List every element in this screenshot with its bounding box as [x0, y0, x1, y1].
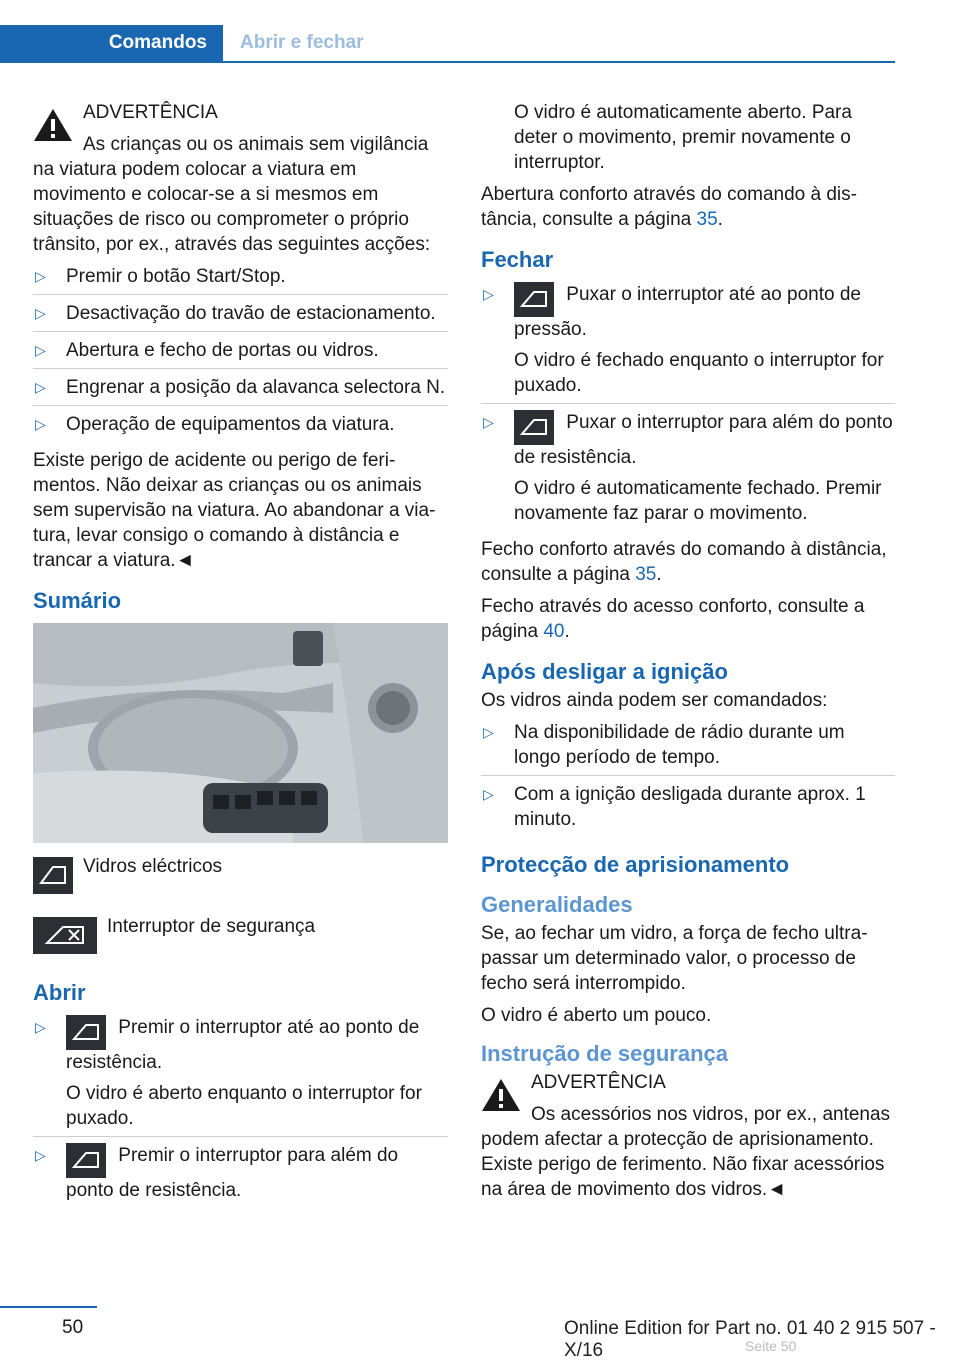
general-text: Se, ao fechar um vidro, a força de fecho ultrapassar um determinado valor, o processo de fecho será interrompido. [481, 923, 868, 994]
window-switch-icon [66, 1143, 106, 1178]
tab-abrir-e-fechar[interactable]: Abrir e fechar [240, 32, 364, 53]
page-link[interactable]: 35 [635, 564, 657, 585]
triangle-bullet-icon: ▷ [35, 342, 46, 358]
triangle-bullet-icon: ▷ [483, 786, 494, 802]
comfort-open-text: Abertura conforto através do comando à distância, consulte a página 35. [481, 184, 857, 230]
watermark: Seite 50 [745, 1338, 797, 1354]
tab-comandos[interactable]: Comandos [0, 25, 223, 61]
page-number: 50 [62, 1317, 84, 1338]
warning-title: ADVERTÊNCIA [531, 1072, 666, 1093]
list-item: ▷ Com a ignição desligada durante aprox. 1 minuto. [483, 784, 866, 830]
page-link[interactable]: 35 [696, 209, 718, 230]
warning-icon [33, 108, 73, 142]
triangle-bullet-icon: ▷ [35, 305, 46, 321]
warning-icon [481, 1078, 521, 1112]
heading-fechar: Fechar [481, 247, 554, 272]
footer-edition: Online Edition for Part no. 01 40 2 915 507 - X/16 [564, 1318, 936, 1361]
list-item: ▷ Desactivação do travão de estacionamento. [33, 301, 448, 332]
header-tabbar [0, 25, 895, 63]
list-item: ▷ Premir o interruptor até ao ponto de resistência. O vidro é aberto enquanto o interruptor for puxado. [33, 1015, 448, 1137]
page-link[interactable]: 40 [543, 621, 565, 642]
warning-text: As crianças ou os animais sem vigilância na viatura podem colocar a viatura em movimento e colocar-se a si mesmos em situações de risco ou comprometer o próprio trânsito, por ex., através das seguintes acções: [33, 134, 431, 255]
footer-rule [0, 1306, 97, 1308]
legend-label: Interruptor de segurança [107, 916, 316, 937]
heading-protection: Protecção de aprisionamento [481, 852, 790, 877]
legend-window-switch [33, 857, 448, 905]
warning-text: Os acessórios nos vidros, por ex., antenas podem afectar a protecção de aprisionamento. Existe perigo de ferimento. Não fixar acessórios na área de movimento dos vidros.◄ [481, 1104, 891, 1200]
triangle-bullet-icon: ▷ [35, 1019, 46, 1035]
triangle-bullet-icon: ▷ [35, 379, 46, 395]
window-switch-icon [33, 857, 73, 894]
list-item: ▷ Puxar o interruptor até ao ponto de pressão. O vidro é fechado enquanto o interruptor for puxado. [481, 282, 895, 404]
triangle-bullet-icon: ▷ [35, 268, 46, 284]
triangle-bullet-icon: ▷ [483, 724, 494, 740]
left-column [33, 100, 448, 1214]
triangle-bullet-icon: ▷ [35, 1147, 46, 1163]
safety-switch-icon [33, 917, 97, 954]
triangle-bullet-icon: ▷ [35, 416, 46, 432]
door-panel-photo [33, 623, 448, 843]
list-item: ▷ Operação de equipamentos da viatura. [35, 414, 395, 435]
legend-label: Vidros eléctricos [83, 856, 223, 877]
comfort-access-text: Fecho através do acesso conforto, consulte a página 40. [481, 596, 865, 642]
heading-safety: Instrução de segurança [481, 1041, 728, 1066]
open-continued: O vidro é automaticamente aberto. Para deter o movimento, premir novamente o interruptor. [514, 102, 852, 173]
heading-sumario: Sumário [33, 588, 122, 613]
triangle-bullet-icon: ▷ [483, 286, 494, 302]
list-item: ▷ Abertura e fecho de portas ou vidros. [33, 338, 448, 369]
window-switch-icon [514, 282, 554, 317]
heading-after-ignition: Após desligar a ignição [481, 659, 728, 684]
right-column [481, 100, 895, 1209]
warning-end: Existe perigo de acidente ou perigo de ferimentos. Não deixar as crianças ou os animais sem supervisão na viatura. Ao abandonar a viatura, levar consigo o comando à distância e trancar a viatura.◄ [33, 450, 436, 571]
comfort-close-text: Fecho conforto através do comando à distância, consulte a página 35. [481, 539, 887, 585]
list-item: ▷ Na disponibilidade de rádio durante um longo período de tempo. [481, 720, 895, 776]
window-switch-icon [66, 1015, 106, 1050]
window-switch-icon [514, 410, 554, 445]
list-item: ▷ Engrenar a posição da alavanca selectora N. [33, 375, 448, 406]
triangle-bullet-icon: ▷ [483, 414, 494, 430]
warning-block [33, 100, 448, 125]
general-text-2: O vidro é aberto um pouco. [481, 1005, 712, 1026]
list-item: ▷ Premir o botão Start/Stop. [33, 264, 448, 295]
legend-safety-switch [33, 917, 448, 965]
list-item: ▷ Premir o interruptor para além do ponto de resistência. [35, 1145, 399, 1201]
list-item: ▷ Puxar o interruptor para além do ponto de resistência. O vidro é automaticamente fechado. Premir novamente faz parar o movimento. [483, 412, 893, 524]
heading-abrir: Abrir [33, 980, 86, 1005]
warning-title: ADVERTÊNCIA [83, 102, 218, 123]
heading-generalidades: Generalidades [481, 892, 633, 917]
after-text: Os vidros ainda podem ser comandados: [481, 690, 828, 711]
warning-block [481, 1070, 895, 1095]
